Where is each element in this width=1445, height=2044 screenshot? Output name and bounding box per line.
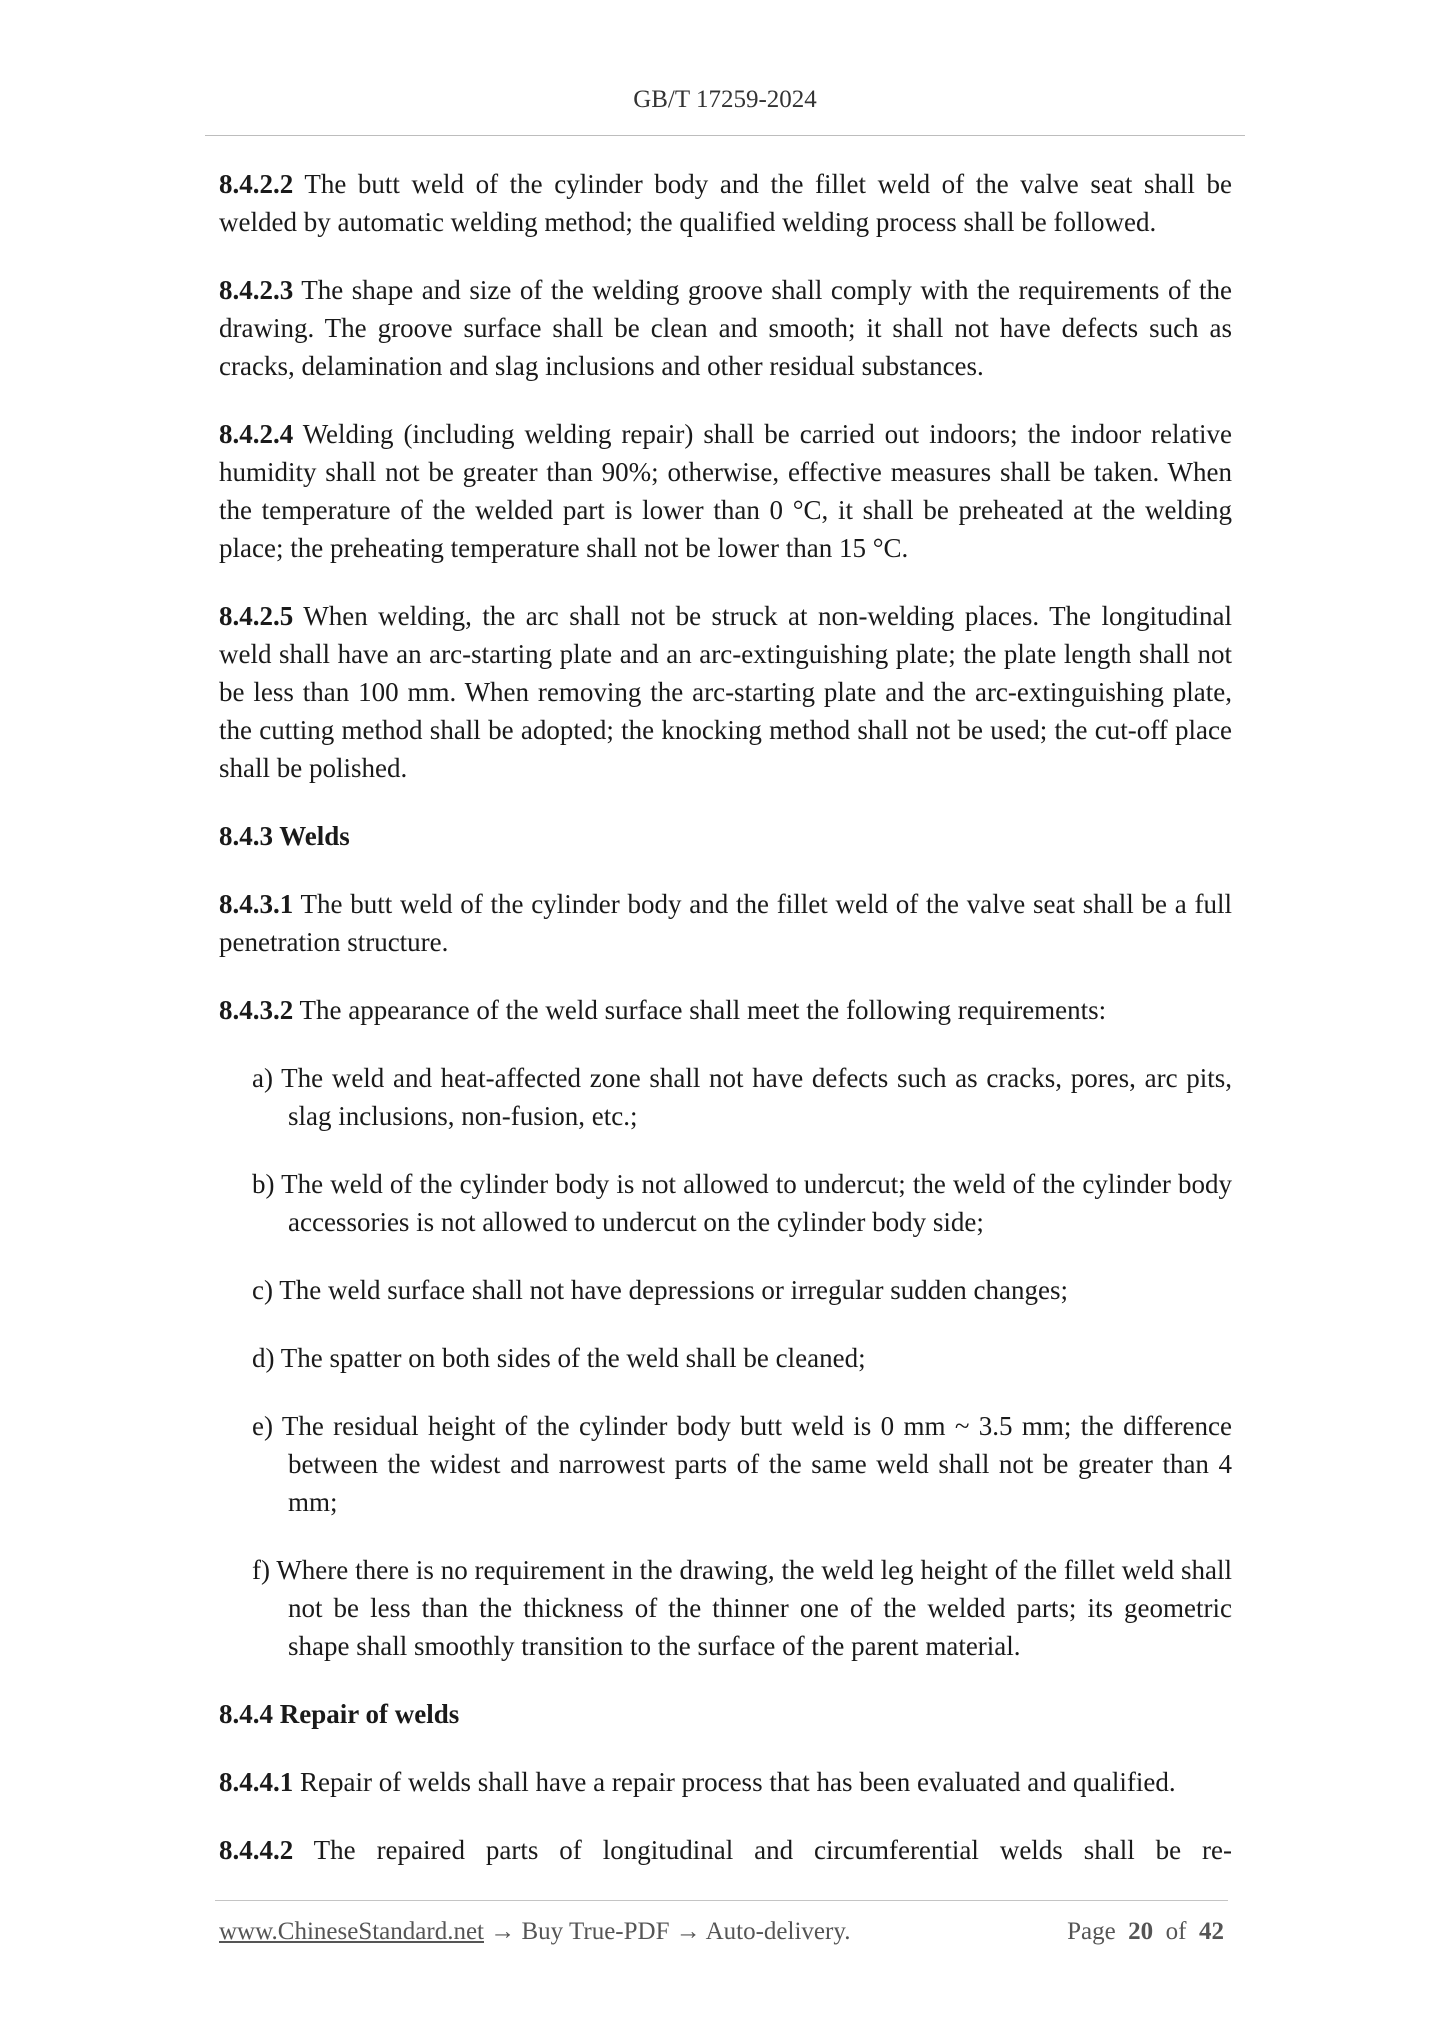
clause-number: 8.4.4.1 (219, 1767, 294, 1797)
list-item-e: e) The residual height of the cylinder body butt weld is 0 mm ~ 3.5 mm; the difference between the widest and narrowest parts of the same weld shall not be greater than 4 mm; (252, 1411, 1232, 1517)
clause-number: 8.4.2.5 (219, 601, 294, 631)
of-word: of (1165, 1918, 1187, 1945)
clause-text: The repaired parts of longitudinal and circumferential welds shall be re- (293, 1835, 1232, 1865)
clause-number: 8.4.2.2 (219, 169, 294, 199)
footer-left (219, 1918, 850, 1946)
page-footer (219, 1918, 1224, 1946)
clause-8-4-4-2 (219, 1831, 1232, 1869)
section-heading-repair: 8.4.4 Repair of welds (219, 1699, 460, 1729)
page-word: Page (1067, 1918, 1116, 1945)
clause-text: The appearance of the weld surface shall meet the following requirements: (293, 995, 1107, 1025)
list-item-a: a) The weld and heat-affected zone shall not have defects such as cracks, pores, arc pits, slag inclusions, non-fusion, etc.; (252, 1063, 1232, 1131)
website-link[interactable]: www.ChineseStandard.net (219, 1918, 484, 1945)
clause-number: 8.4.4.2 (219, 1835, 294, 1865)
clause-text: Welding (including welding repair) shall be carried out indoors; the indoor relative humidity shall not be greater than 90%; otherwise, effective measures shall be taken. When the temperature of the welded part is lower than 0 °C, it shall be preheated at the welding place; the preheating temperature shall not be lower than 15 °C. (219, 419, 1232, 563)
list-item-d: d) The spatter on both sides of the weld shall be cleaned; (252, 1343, 866, 1373)
clause-number: 8.4.2.3 (219, 275, 294, 305)
current-page: 20 (1128, 1918, 1154, 1945)
clause-8-4-3-1 (219, 885, 1232, 961)
clause-8-4-3-2 (219, 991, 1232, 1029)
clause-8-4-4-1 (219, 1763, 1232, 1801)
clause-text: The butt weld of the cylinder body and the fillet weld of the valve seat shall be welded by automatic welding method; the qualified welding process shall be followed. (219, 169, 1232, 237)
clause-text: Repair of welds shall have a repair process that has been evaluated and qualified. (293, 1767, 1176, 1797)
header-divider (205, 135, 1245, 136)
clause-8-4-2-4 (219, 415, 1232, 567)
section-heading-welds: 8.4.3 Welds (219, 821, 350, 851)
clause-8-4-2-5 (219, 597, 1232, 787)
footer-divider (215, 1900, 1228, 1901)
clause-number: 8.4.3.1 (219, 889, 294, 919)
clause-number: 8.4.2.4 (219, 419, 294, 449)
clause-8-4-2-3 (219, 271, 1232, 385)
list-item-b: b) The weld of the cylinder body is not allowed to undercut; the weld of the cylinder body accessories is not allowed to undercut on the cylinder body side; (252, 1169, 1232, 1237)
list-item-f: f) Where there is no requirement in the drawing, the weld leg height of the fillet weld shall not be less than the thickness of the thinner one of the welded parts; its geometric shape shall smoothly transition to the surface of the parent material. (252, 1555, 1232, 1661)
list-item-c: c) The weld surface shall not have depressions or irregular sudden changes; (252, 1275, 1068, 1305)
footer-promo: → Buy True-PDF → Auto-delivery. (484, 1918, 851, 1945)
clause-text: When welding, the arc shall not be struck at non-welding places. The longitudinal weld shall have an arc-starting plate and an arc-extinguishing plate; the plate length shall not be less than 100 mm. When removing the arc-starting plate and the arc-extinguishing plate, the cutting method shall be adopted; the knocking method shall not be used; the cut-off place shall be polished. (219, 601, 1232, 783)
document-header: GB/T 17259-2024 (633, 86, 817, 113)
total-pages: 42 (1199, 1918, 1224, 1945)
clause-8-4-2-2 (219, 165, 1232, 241)
page-indicator (1067, 1918, 1224, 1946)
clause-text: The butt weld of the cylinder body and the fillet weld of the valve seat shall be a full penetration structure. (219, 889, 1232, 957)
clause-number: 8.4.3.2 (219, 995, 294, 1025)
clause-text: The shape and size of the welding groove shall comply with the requirements of the drawing. The groove surface shall be clean and smooth; it shall not have defects such as cracks, delamination and slag inclusions and other residual substances. (219, 275, 1232, 381)
page-body (219, 165, 1232, 1899)
